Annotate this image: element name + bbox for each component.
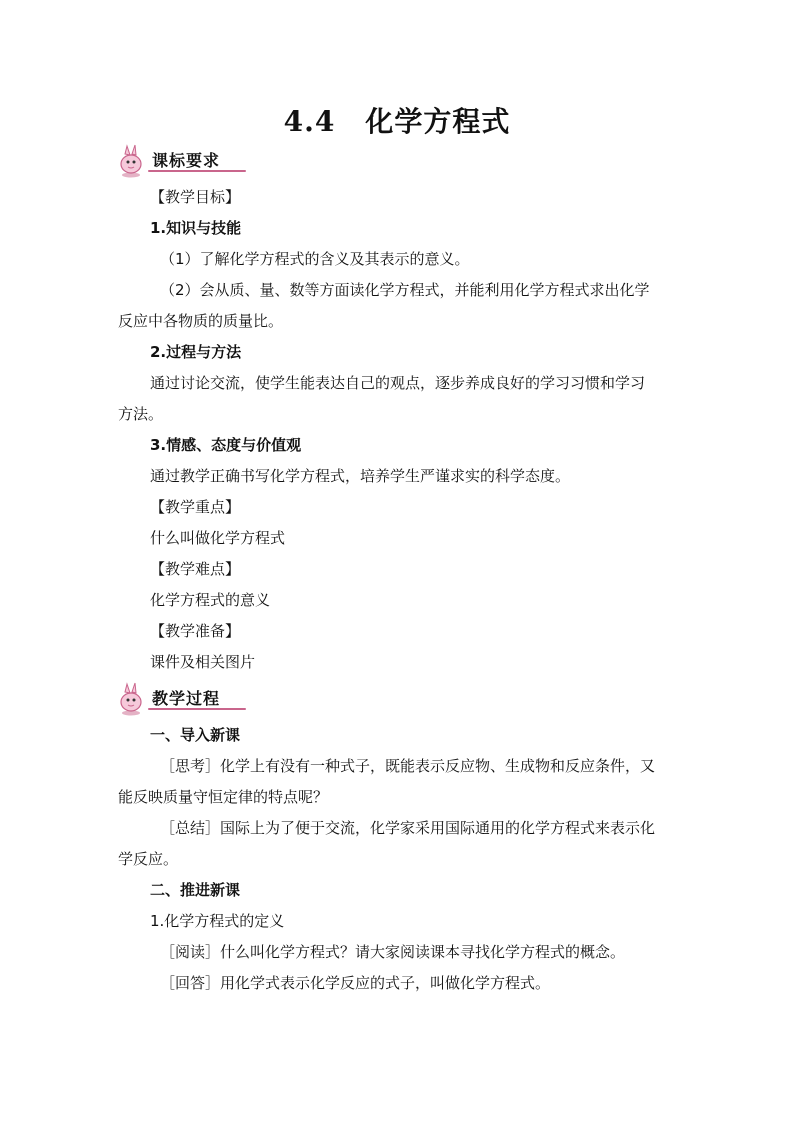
objectives-heading: 【教学目标】 (150, 188, 241, 206)
title-number: 4.4 (283, 105, 336, 138)
think-line-2: 能反映质量守恒定律的特点呢？ (118, 788, 329, 806)
process-line-1: 通过讨论交流，使学生能表达自己的观点，逐步养成良好的学习习惯和学习 (150, 374, 646, 392)
knowledge-item-2-line-2: 反应中各物质的质量比。 (118, 312, 284, 330)
section-label: 课标要求 (152, 151, 221, 170)
difficulty-text: 化学方程式的意义 (150, 591, 271, 609)
process-heading: 2.过程与方法 (150, 343, 242, 361)
attitude-line-1: 通过教学正确书写化学方程式，培养学生严谨求实的科学态度。 (150, 467, 571, 485)
definition-heading: 1.化学方程式的定义 (150, 912, 285, 930)
think-line-1: ［思考］化学上有没有一种式子，既能表示反应物、生成物和反应条件，又 (160, 757, 656, 775)
prep-heading: 【教学准备】 (150, 622, 241, 640)
focus-text: 什么叫做化学方程式 (150, 529, 286, 547)
prep-text: 课件及相关图片 (150, 653, 256, 671)
title-text: 化学方程式 (365, 105, 511, 138)
knowledge-item-1: （1）了解化学方程式的含义及其表示的意义。 (160, 250, 470, 268)
section-label: 教学过程 (152, 689, 221, 708)
banner-underline (148, 170, 246, 172)
read-line: ［阅读］什么叫化学方程式？请大家阅读课本寻找化学方程式的概念。 (160, 943, 626, 961)
part1-heading: 一、导入新课 (150, 726, 241, 744)
difficulty-heading: 【教学难点】 (150, 560, 241, 578)
banner-underline (148, 708, 246, 710)
page-title (0, 100, 794, 140)
knowledge-heading: 1.知识与技能 (150, 219, 242, 237)
attitude-heading: 3.情感、态度与价值观 (150, 436, 302, 454)
summary-line-1: ［总结］国际上为了便于交流，化学家采用国际通用的化学方程式来表示化 (160, 819, 656, 837)
section-banner-standards (118, 144, 248, 178)
process-line-2: 方法。 (118, 405, 164, 423)
part2-heading: 二、推进新课 (150, 881, 241, 899)
section-banner-process (118, 682, 248, 716)
focus-heading: 【教学重点】 (150, 498, 241, 516)
knowledge-item-2-line-1: （2）会从质、量、数等方面读化学方程式，并能利用化学方程式求出化学 (160, 281, 650, 299)
answer-line: ［回答］用化学式表示化学反应的式子，叫做化学方程式。 (160, 974, 551, 992)
summary-line-2: 学反应。 (118, 850, 179, 868)
